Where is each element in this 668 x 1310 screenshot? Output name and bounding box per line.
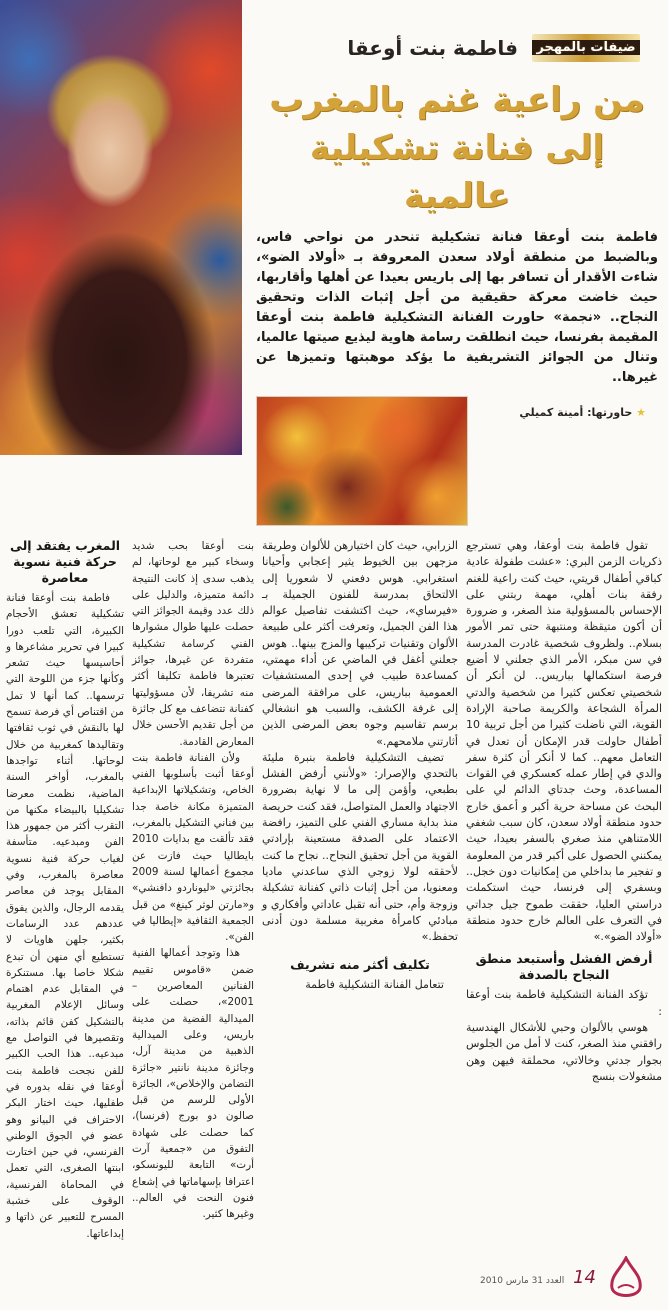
subject-name: فاطمة بنت أوعقا bbox=[347, 36, 518, 60]
header-area bbox=[242, 0, 668, 526]
issue-date: العدد 31 مارس 2010 bbox=[480, 1276, 565, 1287]
title-line-1: من راعية غنم بالمغرب bbox=[269, 80, 645, 120]
section-rubric bbox=[532, 34, 640, 62]
header-row bbox=[256, 34, 658, 62]
paragraph: بنت أوعقا بحب شديد وسخاء كبير مع لوحاتها، لم يذهب سدى إذ كانت النتيجة دائمة متميزة، والدليل على ذلك عدد وقيمة الجوائز التي حصلت عليها طوال مشوارها الفني كرسامة تشكيلية متفردة عن غيرها، جوائز تعتبرها فاطمة تكليفا أكثر منه تشريفا، لأن مسؤوليتها كفنانة تتضاعف مع كل جائزة من أجل تقديم الأحسن خلال المعارض القادمة. bbox=[132, 540, 254, 748]
subheading: المغرب يفتقد إلى حركة فنية نسوية معاصرة bbox=[9, 538, 121, 585]
lead-paragraph: فاطمة بنت أوعقا فنانة تشكيلية تنحدر من نواحي فاس، وبالضبط من منطقة أولاد سعدن المعروفة بـ «أولاد الضو»، شاءت الأقدار أن تسافر بها إلى باريس بعيدا عن أهلها وأقاربها، حيث خاضت معركة حقيقية من أجل إثبات الذات وتحقيق النجاح.. «نجمة» حاورت الفنانة التشكيلية فاطمة بنت أوعقا المقيمة بفرنسا، حيث انطلقت رسامة هاوية ليذيع صيتها عالميا، وتنال من الجوائز التشريفية ما يؤكد موهبتها وتميزها عن غيرها.. bbox=[256, 230, 658, 385]
image-byline-row bbox=[256, 396, 658, 526]
paragraph: تتعامل الفنانة التشكيلية فاطمة bbox=[305, 978, 444, 992]
paragraph: تؤكد الفنانة التشكيلية فاطمة بنت أوعقا : bbox=[466, 988, 662, 1018]
byline-text: حاورتها: أمينة كميلي bbox=[519, 406, 633, 419]
artist-portrait-photo bbox=[0, 0, 242, 455]
rubric-label: ضيفات بالمهجر bbox=[532, 40, 639, 55]
byline bbox=[468, 396, 658, 419]
column-1 bbox=[466, 538, 662, 1085]
subheading: أرفض الفشل وأستبعد منطق النجاح بالصدفة bbox=[475, 951, 653, 983]
paragraph: هوسي بالألوان وحبي للأشكال الهندسية رافقني منذ الصغر، كنت لا أمل من الجلوس بجوار جدتي وخالاتي، محملقة فيهن وهن مشغولات بنسج bbox=[466, 1021, 662, 1083]
column-4 bbox=[6, 538, 124, 1242]
subheading: تكليف أكثر منه تشريف bbox=[290, 957, 430, 973]
page-info bbox=[480, 1267, 596, 1288]
star-icon: ★ bbox=[636, 406, 646, 419]
top-section bbox=[0, 0, 668, 526]
paragraph: ولأن الفنانة فاطمة بنت أوعقا أثبت بأسلوبها الفني الخاص، وتشكيلاتها الإبداعية المتميزة مكانة خاصة جدا بين فناني التشكيل بالمغرب، فقد تألقت مع بدايات 2010 بايطاليا حيث فازت عن مجموع أعمالها لسنة 2009 بجائزتي «ليوناردو دافنشي» و«مارتن لوثر كينغ» من قبل الجمعية الثقافية «إيطاليا في الفن». bbox=[132, 751, 254, 944]
article-title bbox=[256, 76, 658, 220]
paragraph: فاطمة بنت أوعقا فنانة تشكيلية تعشق الأحجام الكبيرة، التي تلعب دورا كبيرا في تحرير مشاعرها و أحاسيسها حيث تشعر وكأنها جزء من اللوحة التي ترسمها.. كما أنها لا تمل من اقتناص أي فرصة تسمح لها بالنقش في ثوب ثقافتها وتقاليدها كمغربية من خلال لوحاتها. أثناء تواجدها بالمغرب، أواخر السنة الماضية، نظمت معرضا تشكيليا بالبيضاء مكنها من التقرب أكثر من جمهور هذا الفن ومبدعيه. متأسفة لغياب حركة فنية نسوية معاصرة بالمغرب، وفي المقابل يوجد فن معاصر يقدمه الرجال، والذين يفوق عددهم عدد الرسامات بكثير، جلهن هاويات لا تستطيع أي منهن أن تبدع شكلا خاصا بها. مستنكرة في المقابل عدم اهتمام وسائل الإعلام المغربية بالتشكيل كفن قائم بذاته، وتقصيرها في التواصل مع مبدعيه.. هذا الحب الكبير للفن نجحت فاطمة بنت أوعقا في نقله بدوره في طفليها، حيث اختار البكر الاحتراف في البيانو وهو عضو في الجوق الوطني الفرنسي، في حين اختارت ابنتها الصغرى، التي تعمل في المحاماة الفرنسية، الوقوف على خشبة المسرح للتعبير عن ذاتها و إبداعاتها. bbox=[6, 592, 124, 1240]
title-line-2: إلى فنانة تشكيلية عالمية bbox=[309, 128, 605, 216]
page-footer bbox=[0, 1242, 668, 1310]
paragraph: تقول فاطمة بنت أوعقا، وهي تسترجع ذكريات الزمن البري: «عشت طفولة عادية كباقي أطفال قريتي، حيث كنت راعية للغنم رفقة بنات أهلي، مهمة ربتني على الإحساس بالمسؤولية منذ الصغر، و ضرورة أن أكون متيقظة ومنتبهة حتى تمر الأمور بسلام.. ولظروف شخصية غادرت المدرسة في سن مبكر، الأمر الذي جعلني لا أضيع فرصة استكمالها بباريس.. لن أنكر أن شخصيتي تعكس كثيرا من شخصية والدتي المرأة الشجاعة والكريمة صاحبة الإرادة القوية، التي ناضلت كثيرا من أجل تربية 10 أطفال حاولت قدر الإمكان أن تعدل في التعامل معهم.. كما لا أنكر أن كثرة سفر والدي في إطار عمله كعسكري في القوات المساعدة، وحث جدتاي الدائم لي على البحث عن مساحة حرية أكبر و أعمق خارج حدود منطقة أولاد سعدن، كان سبب شغفي اللامتناهي منذ صغري بالسفر بعيدا، حيث يمكنني الحصول على أكبر قدر من المعلومة و تفجير ما بداخلي من إمكانيات دون خجل.. وبسفري إلى فرنسا، حيث استكملت دراستي العليا، حققت طموح جيل جداتي في التعرف على العالم خارج حدود منطقة «أولاد الضو».» bbox=[466, 539, 662, 944]
paragraph: هذا وتوجد أعمالها الفنية ضمن «قاموس تقييم الفنانين المعاصرين – 2001»، حصلت على الميدالية الفضية من مدينة باريس، وعلى الميدالية الذهبية من مدينة آرل، وجائزة مدينة نانتير «جائزة التضامن والإخلاص»، الجائزة الأولى للرسم من قبل صالون دو بورج (فرنسا)، كما حصلت على شهادة التفوق من «جمعية آرت أرت» التابعة لليونسكو، اعترافا بإسهاماتها في إشعاع فنون النحت في العالم.. وغيرها كثير. bbox=[132, 947, 254, 1221]
column-3 bbox=[132, 538, 254, 1222]
painting-image bbox=[256, 396, 468, 526]
paragraph: الزرابي، حيث كان اختيارهن للألوان وطريقة مزجهن بين الخيوط يثير إعجابي وأحيانا استغرابي. هوس دفعني لا شعوريا إلى الالتحاق بمدرسة للفنون الجميلة بـ «فيرساي»، حيث اكتشفت تفاصيل عوالم هذا الفن الجميل، وتعرفت أكثر على طبيعة الألوان وتقنيات تركيبها والمزج بينها.. هوس جعلني أغفل في الماضي عن أداء مهمتي، كمساعدة طبيب في إحدى المستشفيات العمومية بباريس، على مرافقة المرضى إلى غرفة الكشف، والسبب هو انشغالي برسم تقاسيم وجوه بعض المرضى الذين أثارتني ملامحهم.» bbox=[262, 539, 458, 748]
column-2 bbox=[262, 538, 458, 994]
article-columns bbox=[0, 526, 668, 1242]
paragraph: تضيف التشكيلية فاطمة بنبرة مليئة بالتحدي والإصرار: «ولأنني أرفض الفشل بطبعي، وأؤمن إلى ما لا نهاية بضرورة الاجتهاد والعمل المتواصل، فقد كنت حريصة منذ بداية مساري الفني على التميز، رافضة الاعتماد على الصدفة مستعينة بإرادتي القوية من أجل تحقيق النجاح.. نجاح ما كنت لأحققه لولا زوجي الذي ساعدني ماديا ومعنويا، من أجل إثبات ذاتي كفنانة تشكيلة وزوجة وأم، حتى أنه تقبل عاداتي وأفكاري و مبادئي كامرأة مغربية مسلمة دون أدنى تحفظ.» bbox=[262, 750, 458, 944]
page-number: 14 bbox=[573, 1267, 596, 1289]
magazine-logo bbox=[606, 1256, 646, 1300]
